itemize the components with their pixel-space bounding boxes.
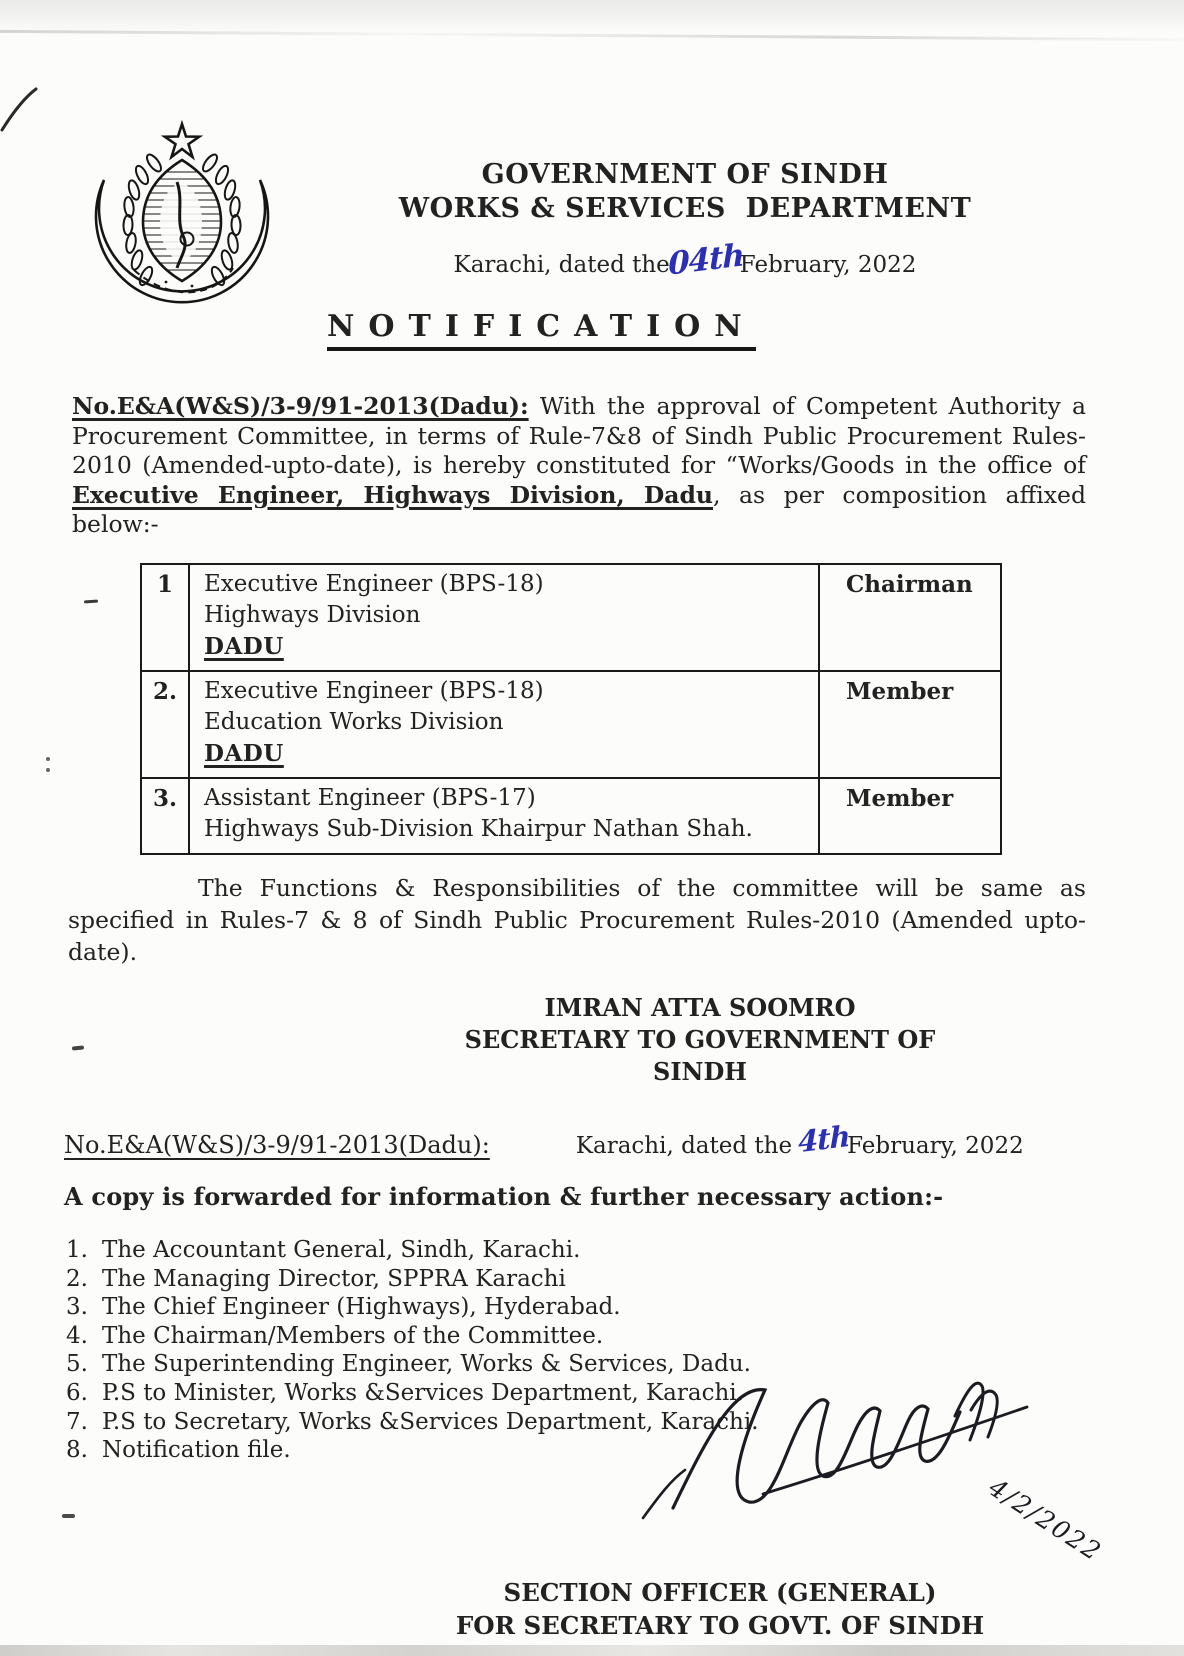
department-name: WORKS & SERVICES DEPARTMENT [398, 193, 972, 224]
item-text: The Accountant General, Sindh, Karachi. [102, 1237, 581, 1263]
pen-mark-dash [62, 1514, 75, 1518]
signatory-block [420, 1576, 1020, 1642]
pen-mark-top-left [0, 86, 40, 132]
table-row [141, 671, 1001, 778]
pen-mark-dash [84, 600, 98, 604]
item-number: 8. [66, 1437, 88, 1464]
dateline-suffix: February, 2022 [847, 1133, 1024, 1159]
signatory-title: SECTION OFFICER (GENERAL) [503, 1578, 937, 1607]
list-item [66, 1322, 759, 1351]
reference-number: No.E&A(W&S)/3-9/91-2013(Dadu): [72, 392, 529, 420]
signatory-for-title: FOR SECRETARY TO GOVT. OF SINDH [455, 1611, 985, 1640]
division-line: Highways Division [204, 602, 421, 628]
committee-composition-table [140, 563, 1002, 855]
designation-line: Executive Engineer (BPS-18) [204, 571, 544, 597]
handwritten-signature-date: 4/2/2022 [983, 1472, 1108, 1567]
copy-forwarded-heading: A copy is forwarded for information & further necessary action:- [64, 1182, 944, 1211]
item-text: P.S to Minister, Works &Services Department, Karachi. [102, 1379, 744, 1406]
letterhead [398, 158, 972, 283]
signatory-block [420, 992, 980, 1088]
member-designation [189, 671, 819, 778]
table-row [141, 564, 1001, 671]
signature-scrawl [615, 1350, 1115, 1575]
notification-paragraph [72, 392, 1086, 540]
dateline-prefix: Karachi, dated the [453, 252, 670, 278]
item-number: 1. [66, 1237, 88, 1263]
pen-mark-colon [46, 757, 50, 761]
dateline-prefix: Karachi, dated the [575, 1133, 800, 1159]
committee-role: Member [819, 671, 1001, 778]
signatory-title: SECRETARY TO GOVERNMENT OF SINDH [464, 1025, 936, 1086]
station-line: DADU [204, 633, 284, 660]
dateline-suffix: February, 2022 [739, 252, 917, 278]
item-number: 6. [66, 1379, 88, 1406]
list-item [66, 1293, 759, 1322]
committee-role: Member [819, 778, 1001, 854]
item-text: Notification file. [102, 1437, 291, 1464]
functions-paragraph: The Functions & Responsibilities of the committee will be same as specified in Rules-7 & 8 of Sindh Public Procurement Rules-2010 (Amended upto-date). [68, 874, 1086, 966]
reference-number: No.E&A(W&S)/3-9/91-2013(Dadu): [64, 1131, 490, 1159]
member-designation [189, 564, 819, 671]
division-line: Highways Sub-Division Khairpur Nathan Shah. [204, 816, 753, 842]
scan-edge-shadow [0, 0, 1184, 34]
scan-bottom-edge [0, 1645, 1184, 1656]
paragraph-tail: , as per composition affixed below:- [72, 480, 1086, 539]
signatory-name: IMRAN ATTA SOOMRO [544, 993, 856, 1022]
division-line: Education Works Division [204, 709, 504, 735]
item-text: The Chairman/Members of the Committee. [102, 1322, 604, 1349]
sindh-government-crest-icon [80, 120, 286, 308]
dateline [575, 1118, 1024, 1160]
item-number: 4. [66, 1322, 88, 1349]
handwritten-day: 04th [667, 237, 744, 283]
dateline [398, 237, 972, 283]
office-name-emphasis: Executive Engineer, Highways Division, Dadu [72, 480, 714, 509]
row-number: 3. [141, 778, 189, 854]
government-name: GOVERNMENT OF SINDH [481, 159, 889, 190]
row-number: 1 [141, 564, 189, 671]
committee-role: Chairman [819, 564, 1001, 671]
member-designation [189, 778, 819, 854]
handwritten-day: 4th [798, 1118, 851, 1160]
item-text: The Superintending Engineer, Works & Services, Dadu. [102, 1351, 751, 1378]
item-number: 2. [66, 1265, 88, 1292]
list-item [66, 1236, 759, 1265]
item-number: 7. [66, 1408, 88, 1435]
item-number: 3. [66, 1294, 88, 1321]
document-title: NOTIFICATION [327, 310, 756, 351]
designation-line: Executive Engineer (BPS-18) [204, 678, 544, 704]
paragraph-text: With the approval of Competent Authority a Procurement Committee, in terms of Rule-7&8 of Sindh Public Procurement Rules-2010 (Amended-upto-date), is hereby constituted for “Works/Goods in the office of [72, 392, 1086, 480]
pen-mark-dash [72, 1045, 84, 1050]
endorsement-reference-line [64, 1118, 1094, 1160]
row-number: 2. [141, 671, 189, 778]
item-number: 5. [66, 1351, 88, 1378]
list-item [66, 1265, 759, 1294]
item-text: The Chief Engineer (Highways), Hyderabad. [102, 1294, 621, 1321]
item-text: P.S to Secretary, Works &Services Department, Karachi. [102, 1408, 759, 1435]
station-line: DADU [204, 740, 284, 767]
item-text: The Managing Director, SPPRA Karachi [102, 1265, 566, 1292]
table-row [141, 778, 1001, 854]
designation-line: Assistant Engineer (BPS-17) [204, 785, 536, 811]
